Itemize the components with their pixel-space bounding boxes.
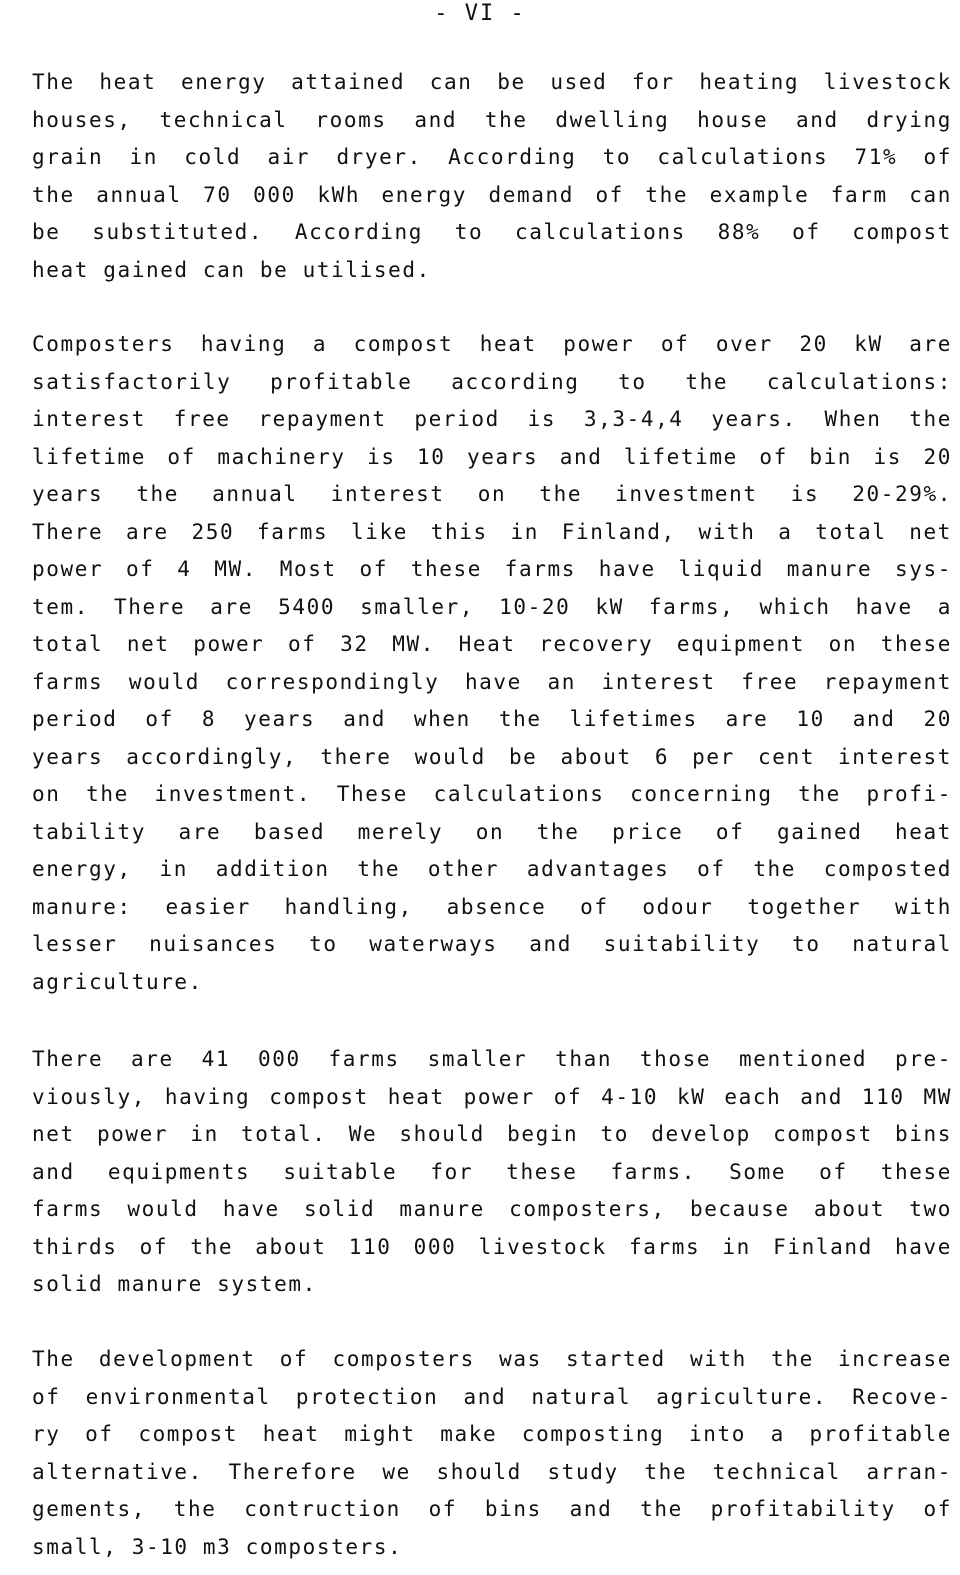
text-line: lifetime of machinery is 10 years and lifetime of bin is 20 — [32, 444, 952, 469]
paragraph-development — [32, 1341, 952, 1566]
text-line: farms would have solid manure composters, because about two — [32, 1197, 952, 1221]
text-line: the annual 70 000 kWh energy demand of the example farm can — [32, 182, 952, 207]
text-line: power of 4 MW. Most of these farms have liquid manure sys- — [32, 557, 952, 581]
text-line: Composters having a compost heat power of over 20 kW are — [32, 332, 952, 356]
text-line: There are 41 000 farms smaller than those mentioned pre- — [32, 1047, 952, 1071]
text-line: be substituted. According to calculations 88% of compost — [32, 220, 952, 244]
text-line: years the annual interest on the investment is 20-29%. — [32, 482, 952, 506]
text-line: farms would correspondingly have an interest free repayment — [32, 669, 952, 694]
paragraph-small-farms — [32, 1041, 952, 1304]
text-line: on the investment. These calculations concerning the profi- — [32, 782, 952, 806]
text-line: and equipments suitable for these farms. Some of these — [32, 1159, 952, 1184]
text-line: total net power of 32 MW. Heat recovery equipment on these — [32, 632, 952, 656]
text-line: net power in total. We should begin to develop compost bins — [32, 1122, 952, 1146]
text-line: tem. There are 5400 smaller, 10-20 kW farms, which have a — [32, 594, 952, 619]
text-line: of environmental protection and natural agriculture. Recove- — [32, 1384, 952, 1409]
text-line: lesser nuisances to waterways and suitability to natural — [32, 932, 952, 956]
text-line: houses, technical rooms and the dwelling house and drying — [32, 107, 952, 132]
text-line: There are 250 farms like this in Finland, with a total net — [32, 519, 952, 544]
text-line: interest free repayment period is 3,3-4,4 years. When the — [32, 407, 952, 431]
text-line: thirds of the about 110 000 livestock farms in Finland have — [32, 1234, 952, 1259]
text-line: satisfactorily profitable according to the calculations: — [32, 369, 952, 394]
text-line: The heat energy attained can be used for heating livestock — [32, 70, 952, 94]
text-line: agriculture. — [32, 969, 203, 994]
page-number: - VI - — [434, 1, 526, 26]
text-line: tability are based merely on the price of gained heat — [32, 819, 952, 844]
text-line: period of 8 years and when the lifetimes are 10 and 20 — [32, 707, 952, 731]
text-line: The development of composters was started with the increase — [32, 1347, 952, 1371]
text-line: manure: easier handling, absence of odour together with — [32, 894, 952, 919]
text-line: grain in cold air dryer. According to calculations 71% of — [32, 145, 952, 169]
text-line: small, 3-10 m3 composters. — [32, 1534, 403, 1559]
paragraph-profitability — [32, 326, 952, 1001]
text-line: years accordingly, there would be about 6 per cent interest — [32, 744, 952, 769]
text-line: energy, in addition the other advantages of the composted — [32, 857, 952, 881]
text-line: alternative. Therefore we should study the technical arran- — [32, 1459, 952, 1484]
text-line: solid manure system. — [32, 1272, 317, 1296]
text-line: ry of compost heat might make composting into a profitable — [32, 1422, 952, 1446]
text-line: gements, the contruction of bins and the profitability of — [32, 1497, 952, 1521]
text-line: viously, having compost heat power of 4-10 kW each and 110 MW — [32, 1084, 952, 1109]
text-line: heat gained can be utilised. — [32, 257, 431, 282]
paragraph-heat-use — [32, 64, 952, 289]
